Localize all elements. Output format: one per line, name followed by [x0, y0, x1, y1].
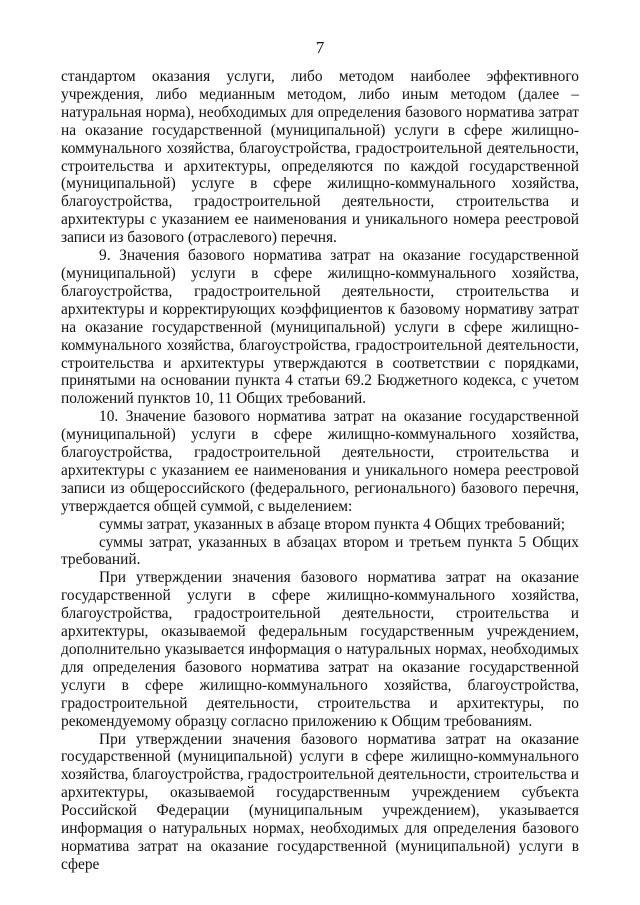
paragraph-item-9: 9. Значения базового норматива затрат на оказание государственной (муниципальной) услуги в сфере жилищно-коммунального хозяйства, благоустройства, градостроительной деятельности, строительства и архитектуры и корректирующих коэффициентов к базовому нормативу затрат на оказание государственной (муниципальной) услуги в сфере жилищно-коммунального хозяйства, благоустройства, градостроительной деятельности, строительства и архитектуры утверждаются в соответствии с порядками, принятыми на основании пункта 4 статьи 69.2 Бюджетного кодекса, с учетом положений пунктов 10, 11 Общих требований. [61, 247, 579, 408]
document-body [61, 68, 579, 874]
paragraph-federal-norms: При утверждении значения базового норматива затрат на оказание государственной услуги в сфере жилищно-коммунального хозяйства, благоустройства, градостроительной деятельности, строительства и архитектуры, оказываемой федеральным государственным учреждением, дополнительно указывается информация о натуральных нормах, необходимых для определения базового норматива затрат на оказание государственной услуги в сфере жилищно-коммунального хозяйства, благоустройства, градостроительной деятельности, строительства и архитектуры, по рекомендуемому образцу согласно приложению к Общим требованиям. [61, 569, 579, 730]
page-number: 7 [315, 38, 325, 57]
paragraph-subitem-2: суммы затрат, указанных в абзацах втором и третьем пункта 5 Общих требований. [61, 533, 579, 569]
paragraph-item-10: 10. Значение базового норматива затрат на оказание государственной (муниципальной) услуги в сфере жилищно-коммунального хозяйства, благоустройства, градостроительной деятельности, строительства и архитектуры с указанием ее наименования и уникального номера реестровой записи из общероссийского (федерального, регионального) базового перечня, утверждается общей суммой, с выделением: [61, 408, 579, 515]
paragraph-regional-norms: При утверждении значения базового норматива затрат на оказание государственной (муниципальной) услуги в сфере жилищно-коммунального хозяйства, благоустройства, градостроительной деятельности, строительства и архитектуры, оказываемой государственным учреждением субъекта Российской Федерации (муниципальным учреждением), указывается информация о натуральных нормах, необходимых для определения базового норматива затрат на оказание государственной (муниципальной) услуги в сфере [61, 730, 579, 873]
paragraph-continuation: стандартом оказания услуги, либо методом наиболее эффективного учреждения, либо медианным методом, либо иным методом (далее – натуральная норма), необходимых для определения базового норматива затрат на оказание государственной (муниципальной) услуги в сфере жилищно-коммунального хозяйства, благоустройства, градостроительной деятельности, строительства и архитектуры, определяются по каждой государственной (муниципальной) услуге в сфере жилищно-коммунального хозяйства, благоустройства, градостроительной деятельности, строительства и архитектуры с указанием ее наименования и уникального номера реестровой записи из базового (отраслевого) перечня. [61, 68, 579, 247]
paragraph-subitem-1: суммы затрат, указанных в абзаце втором пункта 4 Общих требований; [99, 515, 566, 533]
